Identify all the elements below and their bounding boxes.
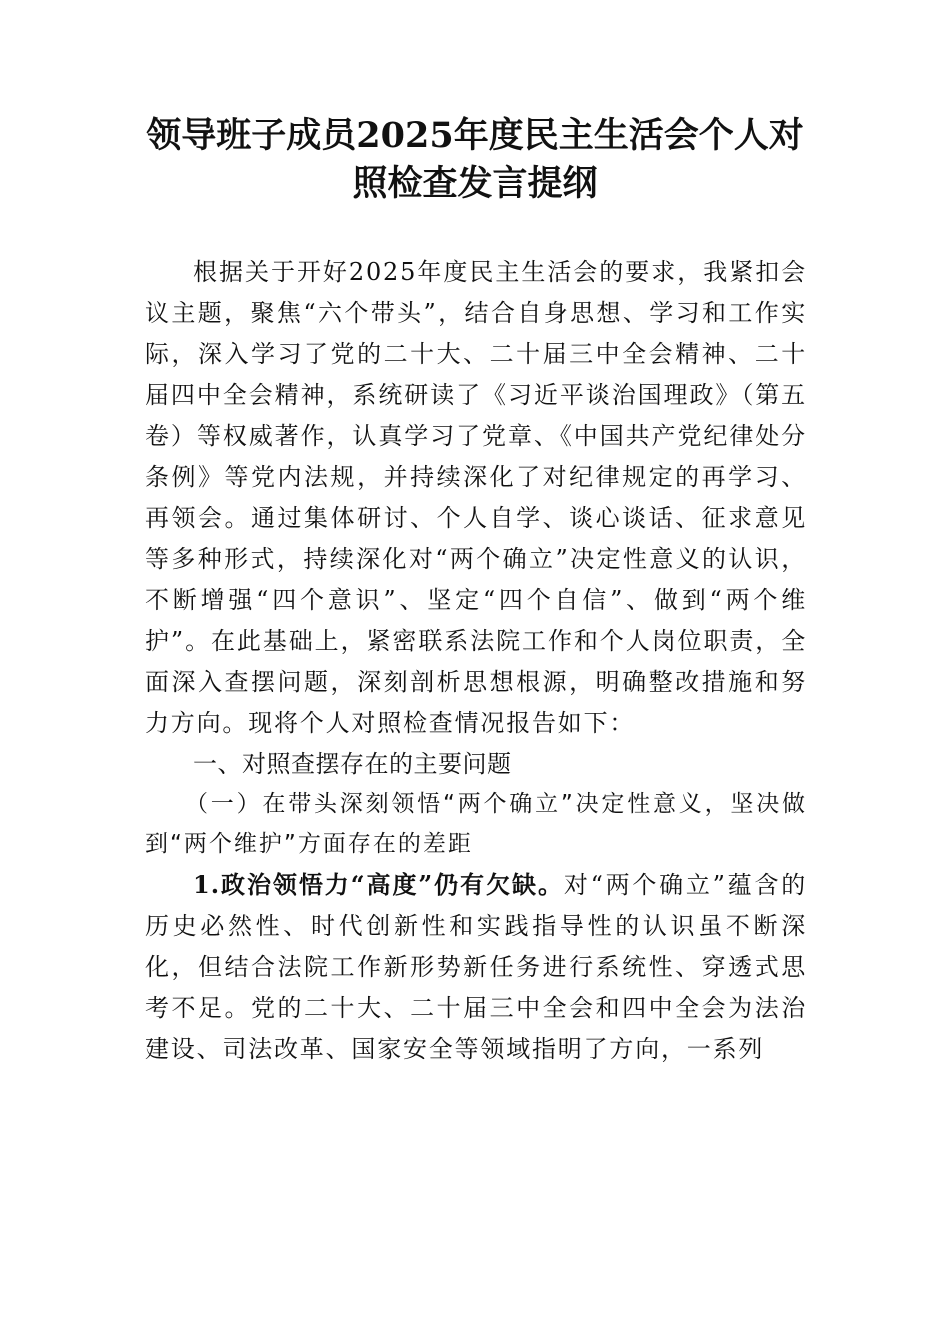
document-title: 领导班子成员2025年度民主生活会个人对照检查发言提纲 bbox=[146, 115, 804, 204]
point-text: 对“两个确立”蕴含的历史必然性、时代创新性和实践指导性的认识虽不断深化，但结合法院工作新形势新任务进行系统性、穿透式思考不足。党的二十大、二十届三中全会和四中全会为法治建设、司法改革、国家安全等领域指明了方向，一系列 bbox=[145, 871, 807, 1063]
document-body bbox=[145, 252, 807, 1070]
subsection-heading: （一）在带头深刻领悟“两个确立”决定性意义，坚决做到“两个维护”方面存在的差距 bbox=[145, 791, 807, 857]
point-paragraph bbox=[145, 864, 807, 1070]
point-lead: 1.政治领悟力“高度”仍有欠缺。 bbox=[193, 870, 564, 899]
section-heading: 一、对照查摆存在的主要问题 bbox=[193, 750, 512, 778]
intro-paragraph: 根据关于开好2025年度民主生活会的要求，我紧扣会议主题，聚焦“六个带头”，结合自身思想、学习和工作实际，深入学习了党的二十大、二十届三中全会精神、二十届四中全会精神，系统研读了《习近平谈治国理政》（第五卷）等权威著作，认真学习了党章、《中国共产党纪律处分条例》等党内法规，并持续深化了对纪律规定的再学习、再领会。通过集体研讨、个人自学、谈心谈话、征求意见等多种形式，持续深化对“两个确立”决定性意义的认识，不断增强“四个意识”、坚定“四个自信”、做到“两个维护”。在此基础上，紧密联系法院工作和个人岗位职责，全面深入查摆问题，深刻剖析思想根源，明确整改措施和努力方向。现将个人对照检查情况报告如下： bbox=[145, 258, 807, 737]
